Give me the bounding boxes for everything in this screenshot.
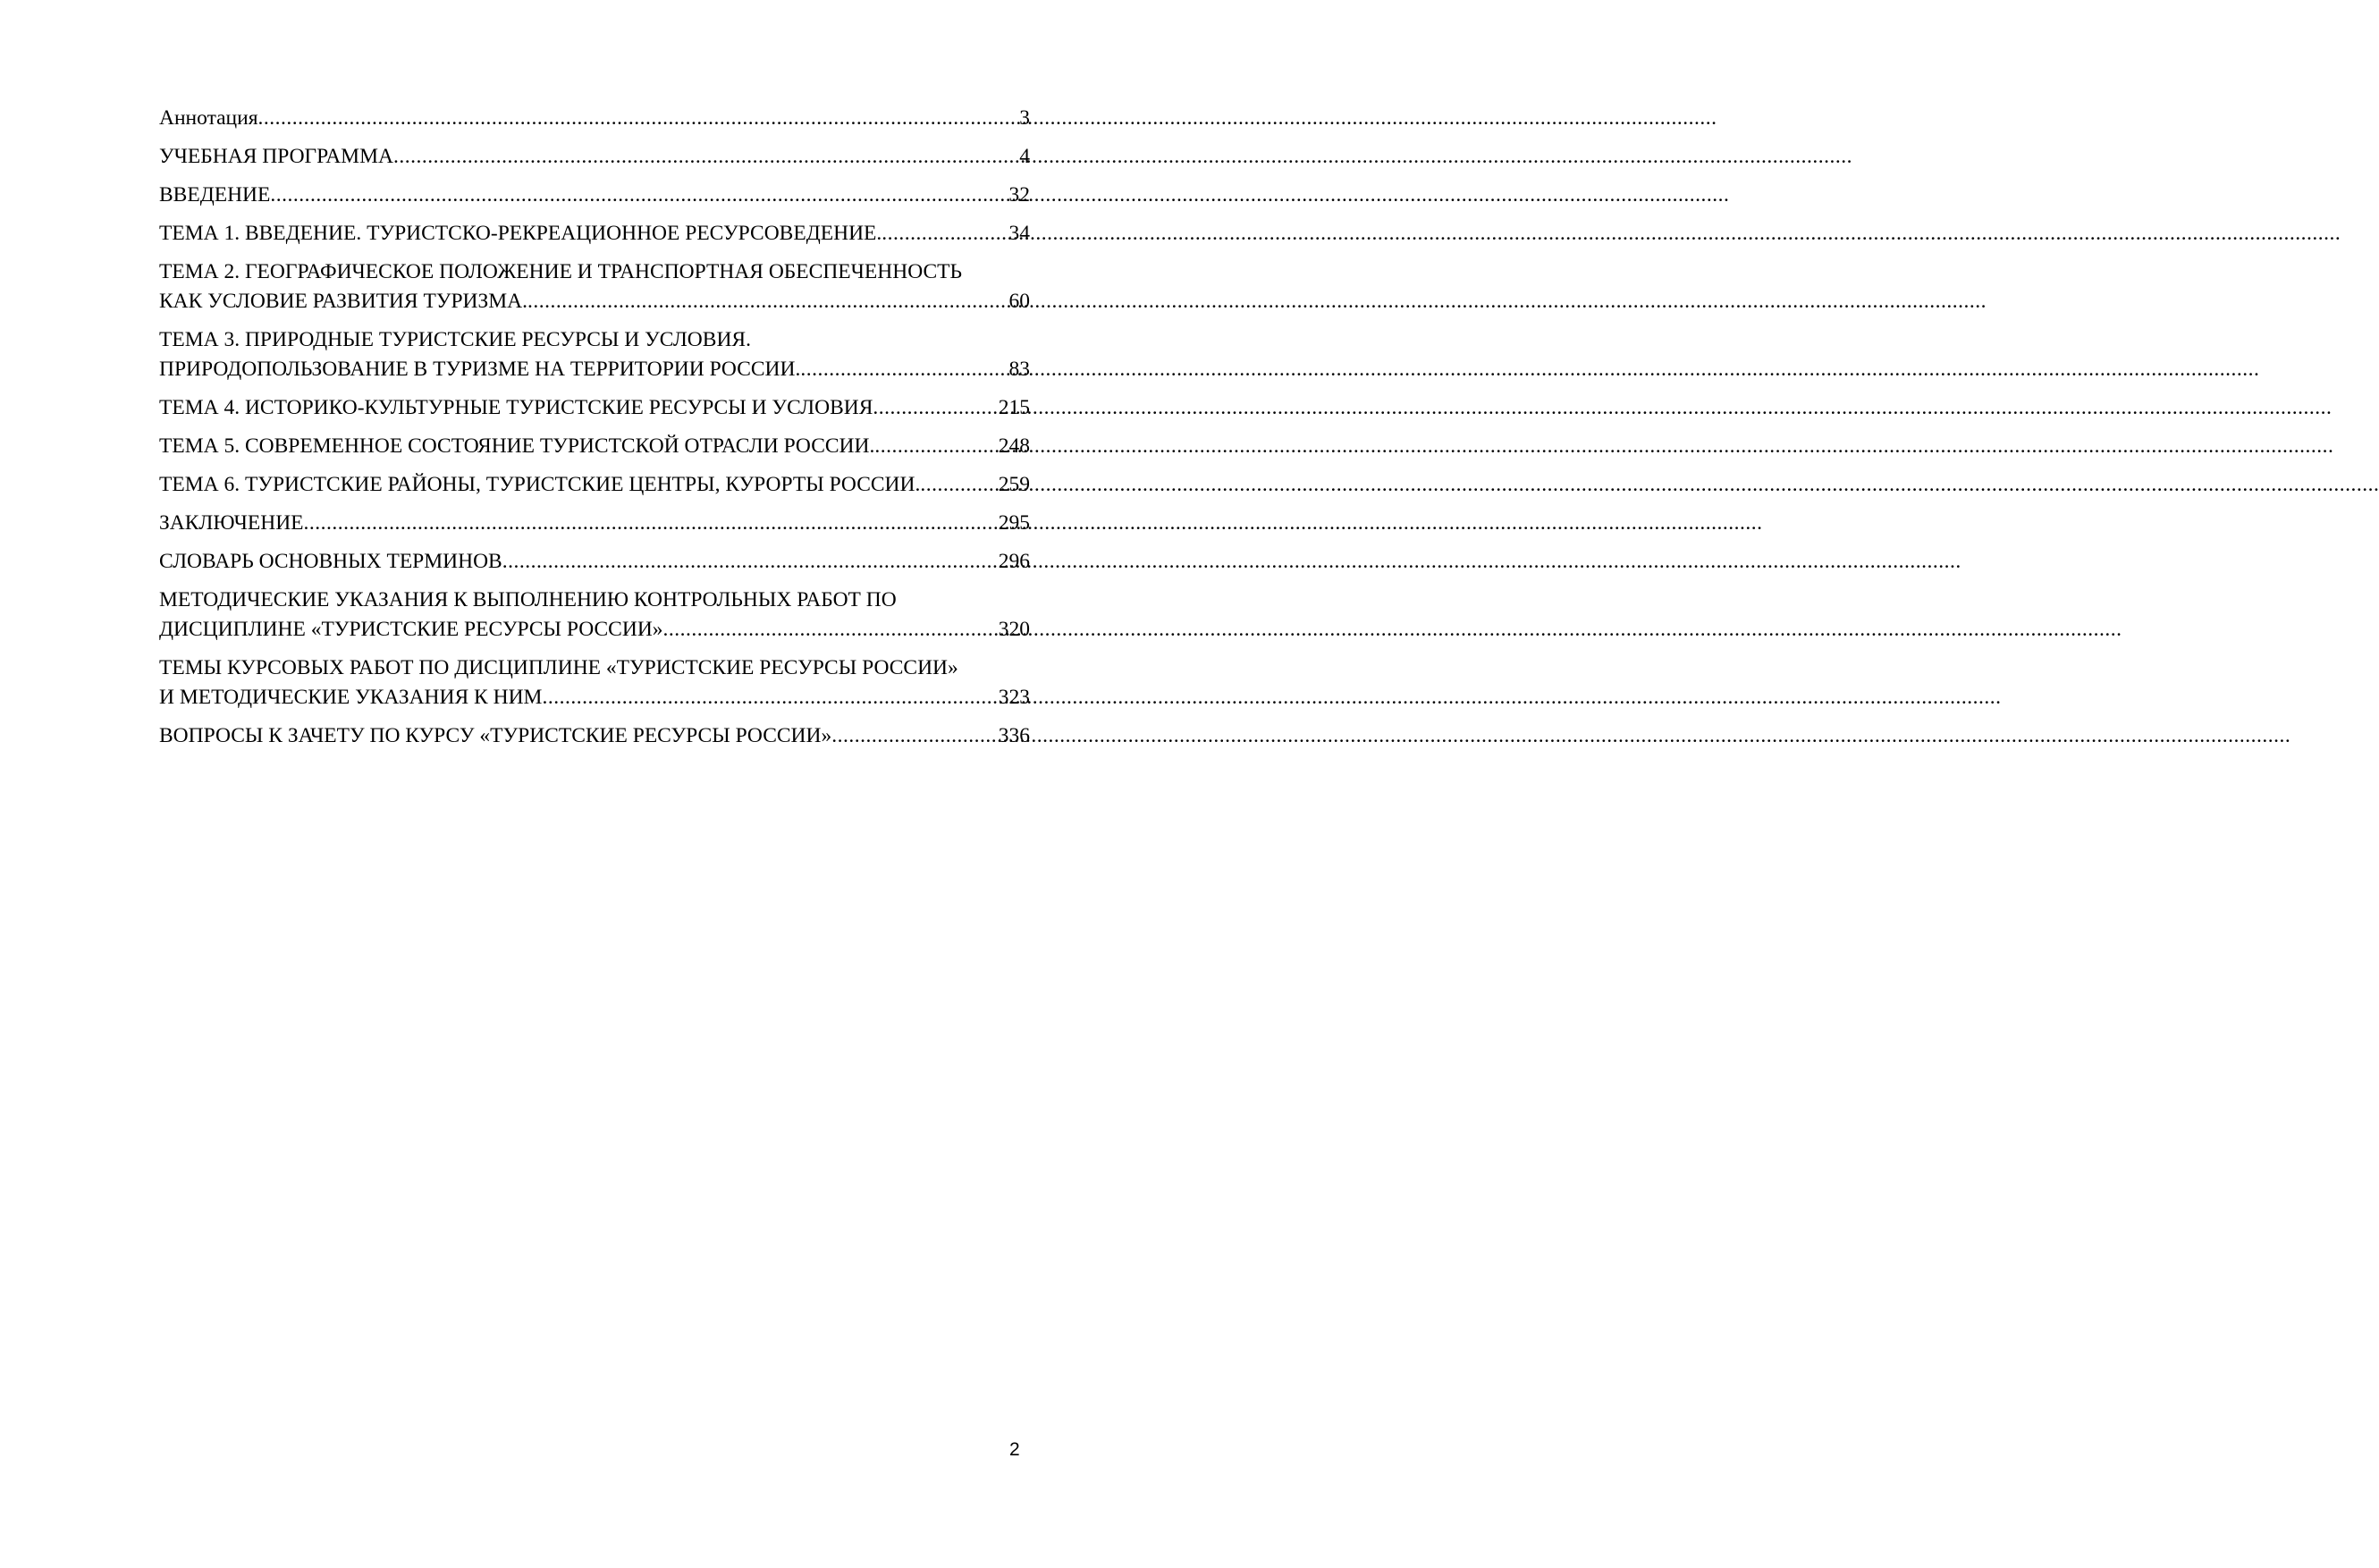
dot-leader [874,432,998,461]
dot-leader [920,470,998,500]
toc-entry-glossary[interactable] [159,547,1030,577]
dot-leader [393,142,1019,172]
dot-leader [527,287,1009,316]
toc-entry-title: ВВЕДЕНИЕ [159,183,271,207]
toc-entry-title: ДИСЦИПЛИНЕ «ТУРИСТСКИЕ РЕСУРСЫ РОССИИ» [159,618,663,641]
page-number: 2 [1009,1439,1020,1460]
toc-entry-page: 320 [998,618,1030,641]
toc-entry-title: И МЕТОДИЧЕСКИЕ УКАЗАНИЯ К НИМ [159,686,543,709]
toc-entry-line [159,547,1030,577]
toc-entry-page: 3 [1019,106,1030,130]
toc-entry-page: 323 [998,686,1030,709]
dot-leader [258,104,1020,133]
toc-entry-line [159,219,1030,249]
toc-entry-annotation[interactable] [159,104,1030,133]
table-of-contents [159,104,1030,760]
toc-entry-page: 215 [998,396,1030,419]
toc-entry-line [159,721,1030,751]
toc-entry-title: УЧЕБНАЯ ПРОГРАММА [159,145,393,168]
toc-entry-title: ТЕМА 4. ИСТОРИКО-КУЛЬТУРНЫЕ ТУРИСТСКИЕ РЕСУРСЫ И УСЛОВИЯ [159,396,873,419]
dot-leader [882,219,1008,249]
dot-leader [304,509,999,538]
toc-entry-title: ТЕМА 6. ТУРИСТСКИЕ РАЙОНЫ, ТУРИСТСКИЕ ЦЕНТРЫ, КУРОРТЫ РОССИИ. [159,473,921,496]
toc-entry-coursework-topics[interactable] [159,653,1030,712]
toc-entry-topic-1[interactable] [159,219,1030,249]
toc-entry-title: ТЕМА 5. СОВРЕМЕННОЕ СОСТОЯНИЕ ТУРИСТСКОЙ ОТРАСЛИ РОССИИ. [159,434,875,458]
toc-entry-title: Аннотация [159,106,258,130]
toc-entry-page: 32 [1008,183,1030,207]
toc-entry-conclusion[interactable] [159,509,1030,538]
toc-entry-title: СЛОВАРЬ ОСНОВНЫХ ТЕРМИНОВ [159,550,502,573]
toc-entry-title: ЗАКЛЮЧЕНИЕ [159,511,304,535]
dot-leader [663,615,999,645]
dot-leader [270,181,1008,210]
toc-entry-title: КАК УСЛОВИЕ РАЗВИТИЯ ТУРИЗМА. [159,290,527,313]
toc-entry-page: 336 [998,724,1030,747]
toc-entry-topic-3[interactable] [159,325,1030,384]
toc-entry-title-line: МЕТОДИЧЕСКИЕ УКАЗАНИЯ К ВЫПОЛНЕНИЮ КОНТРОЛЬНЫХ РАБОТ ПО [159,588,897,611]
toc-entry-title: ПРИРОДОПОЛЬЗОВАНИЕ В ТУРИЗМЕ НА ТЕРРИТОРИИ РОССИИ. [159,358,801,381]
toc-entry-page: 4 [1019,145,1030,168]
toc-entry-introduction[interactable] [159,181,1030,210]
dot-leader [502,547,999,577]
toc-entry-test-guidelines[interactable] [159,586,1030,645]
toc-entry-page: 296 [998,550,1030,573]
toc-entry-title: ТЕМА 1. ВВЕДЕНИЕ. ТУРИСТСКО-РЕКРЕАЦИОННОЕ РЕСУРСОВЕДЕНИЕ. [159,222,882,245]
toc-entry-line [159,181,1030,210]
dot-leader [831,721,999,751]
toc-entry-curriculum[interactable] [159,142,1030,172]
toc-entry-line [159,509,1030,538]
toc-entry-title: ВОПРОСЫ К ЗАЧЕТУ ПО КУРСУ «ТУРИСТСКИЕ РЕСУРСЫ РОССИИ» [159,724,832,747]
toc-entry-page: 295 [998,511,1030,535]
toc-entry-topic-2[interactable] [159,257,1030,316]
toc-entry-topic-5[interactable] [159,432,1030,461]
toc-entry-line [159,615,1030,645]
toc-entry-page: 60 [1008,290,1030,313]
toc-entry-title-line: ТЕМЫ КУРСОВЫХ РАБОТ ПО ДИСЦИПЛИНЕ «ТУРИСТСКИЕ РЕСУРСЫ РОССИИ» [159,656,958,679]
dot-leader [800,355,1008,384]
toc-entry-line [159,287,1030,316]
dot-leader [542,683,998,712]
toc-entry-topic-4[interactable] [159,393,1030,423]
toc-entry-line [159,470,1030,500]
toc-entry-page: 259 [998,473,1030,496]
toc-entry-title-line: ТЕМА 3. ПРИРОДНЫЕ ТУРИСТСКИЕ РЕСУРСЫ И УСЛОВИЯ. [159,328,751,351]
toc-entry-title-line: ТЕМА 2. ГЕОГРАФИЧЕСКОЕ ПОЛОЖЕНИЕ И ТРАНСПОРТНАЯ ОБЕСПЕЧЕННОСТЬ [159,260,963,283]
toc-entry-line [159,142,1030,172]
toc-entry-line [159,393,1030,423]
toc-entry-line [159,355,1030,384]
toc-entry-page: 34 [1008,222,1030,245]
toc-entry-page: 83 [1008,358,1030,381]
toc-entry-line [159,432,1030,461]
toc-entry-exam-questions[interactable] [159,721,1030,751]
dot-leader [873,393,998,423]
toc-entry-topic-6[interactable] [159,470,1030,500]
toc-entry-page: 248 [998,434,1030,458]
toc-entry-line [159,683,1030,712]
toc-entry-line [159,104,1030,133]
